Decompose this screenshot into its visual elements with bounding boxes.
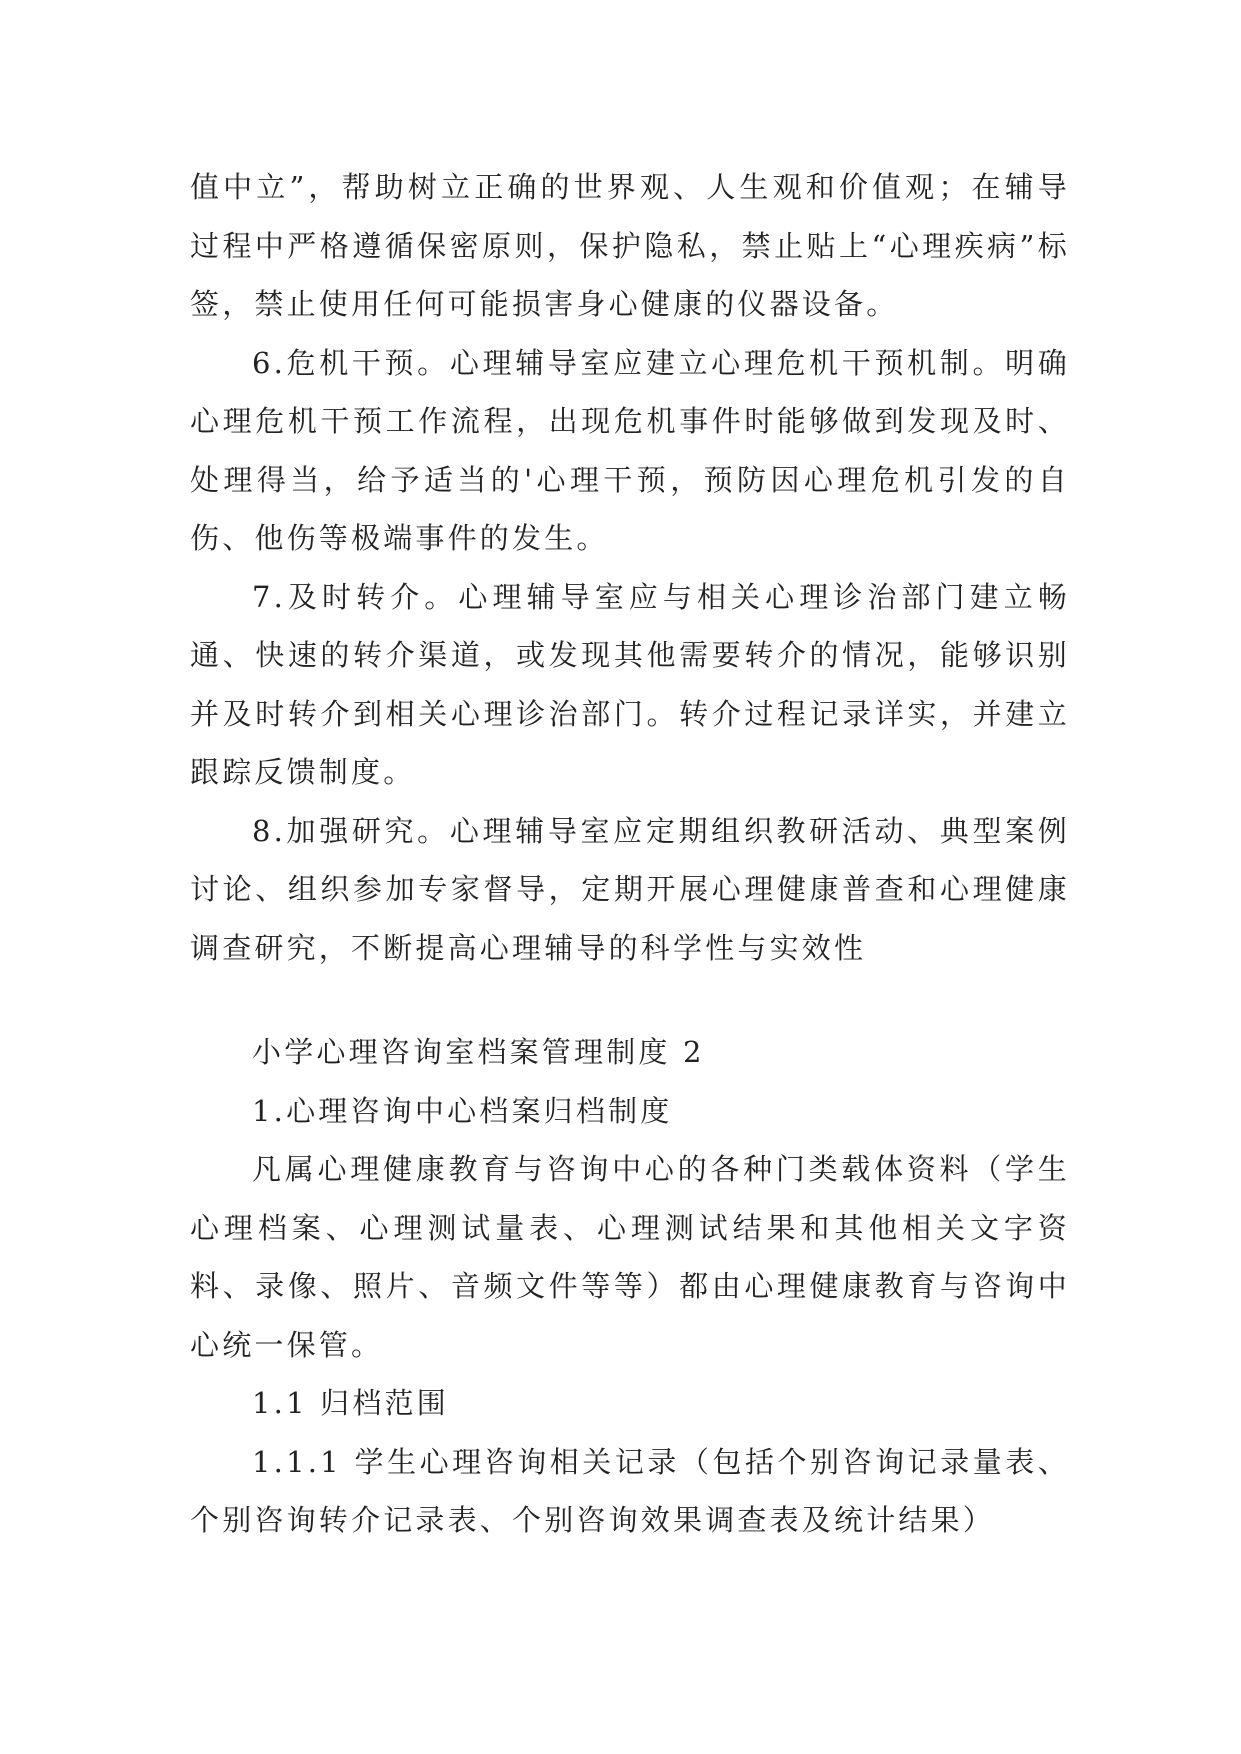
paragraph-archive-scope: 1.1 归档范围 <box>252 1386 449 1420</box>
paragraph-crisis-intervention: 6.危机干预。心理辅导室应建立心理危机干预机制。明确心理危机干预工作流程，出现危机事件时能够做到发现及时、处理得当，给予适当的'心理干预，预防因心理危机引发的自伤、他伤等极端事件的发生。 <box>190 345 1070 555</box>
paragraph-strengthen-research: 8.加强研究。心理辅导室应定期组织教研活动、典型案例讨论、组织参加专家督导，定期开展心理健康普查和心理健康调查研究，不断提高心理辅导的科学性与实效性 <box>190 813 1070 965</box>
paragraph-timely-referral: 7.及时转介。心理辅导室应与相关心理诊治部门建立畅通、快速的转介渠道，或发现其他需要转介的情况，能够识别并及时转介到相关心理诊治部门。转介过程记录详实，并建立跟踪反馈制度。 <box>190 579 1070 789</box>
paragraph-value-neutral: 值中立”，帮助树立正确的世界观、人生观和价值观；在辅导过程中严格遵循保密原则，保护隐私，禁止贴上“心理疾病”标签，禁止使用任何可能损害身心健康的仪器设备。 <box>190 170 1070 321</box>
paragraph-archive-heading: 1.心理咨询中心档案归档制度 <box>252 1093 673 1128</box>
paragraph-archive-materials: 凡属心理健康教育与咨询中心的各种门类载体资料（学生心理档案、心理测试量表、心理测试结果和其他相关文字资料、录像、照片、音频文件等等）都由心理健康教育与咨询中心统一保管。 <box>190 1152 1070 1362</box>
text-block-continued <box>190 158 1070 977</box>
section-title: 小学心理咨询室档案管理制度 2 <box>252 1035 705 1069</box>
paragraph-counseling-records: 1.1.1 学生心理咨询相关记录（包括个别咨询记录量表、个别咨询转介记录表、个别咨询效果调查表及统计结果） <box>190 1444 1070 1537</box>
text-block-archive-system <box>190 1023 1070 1550</box>
